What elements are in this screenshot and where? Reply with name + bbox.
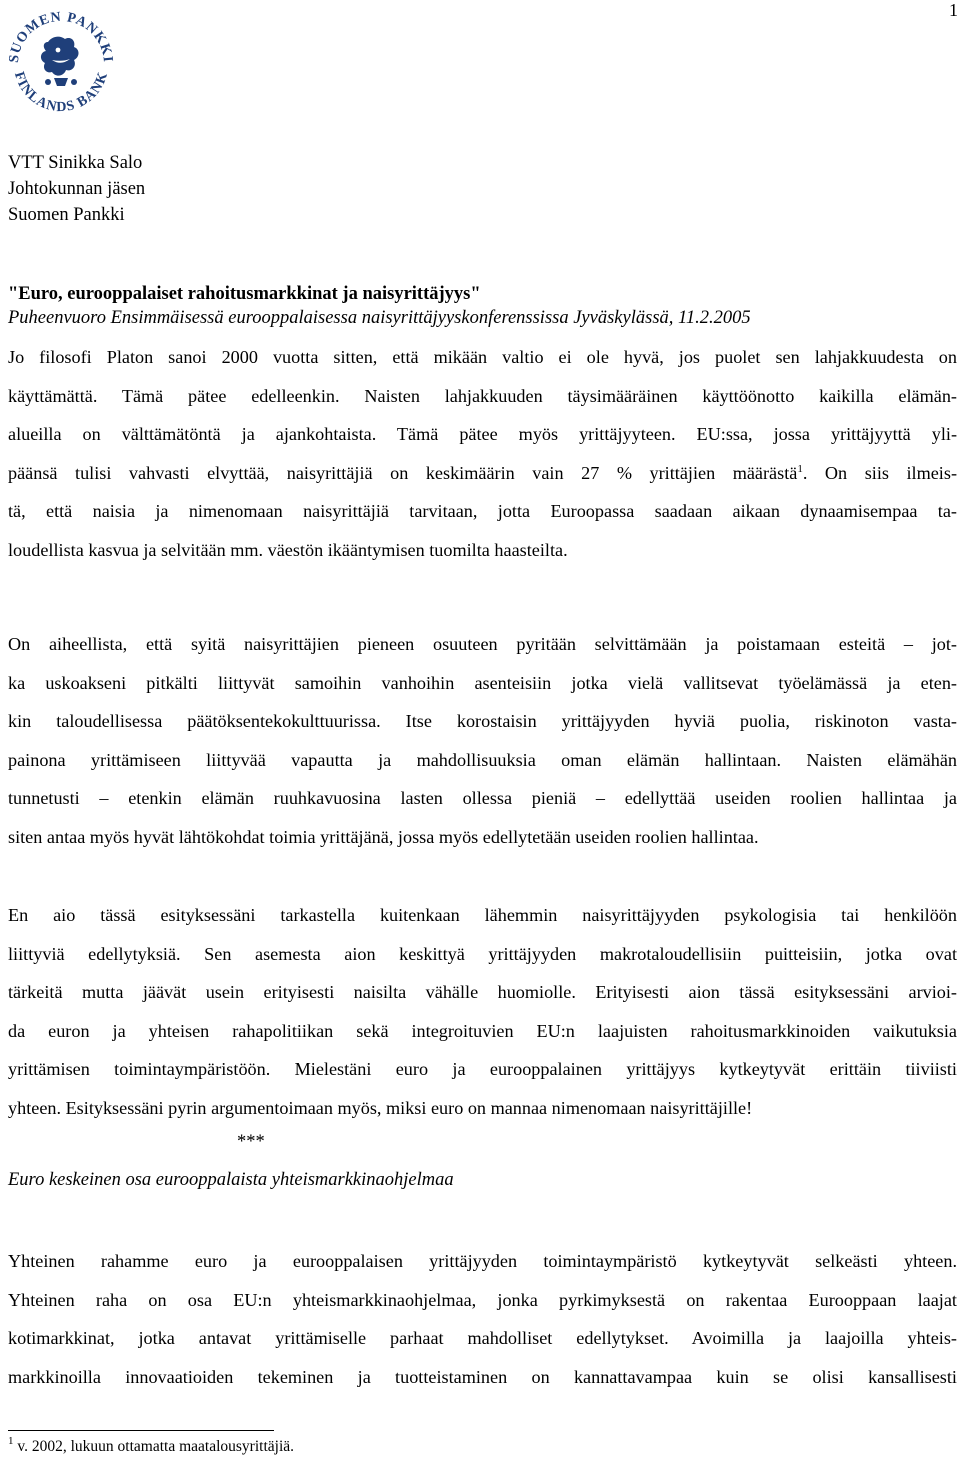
text-line: alueilla on välttämätöntä ja ajankohtaista. Tämä pätee myös yrittäjyyteen. EU:ssa, jossa yrittäjyyttä yli- — [8, 424, 957, 444]
suomen-pankki-logo — [2, 2, 120, 120]
text-line: loudellista kasvua ja selvitään mm. väestön ikääntymisen tuomilta haasteilta. — [8, 539, 568, 560]
text-line: tä, että naisia ja nimenomaan naisyrittäjiä tarvitaan, jotta Euroopassa saadaan aikaan dynaamisempaa ta- — [8, 501, 957, 521]
footnote-marker: 1 — [8, 1435, 14, 1447]
paragraph-4 — [8, 1242, 957, 1396]
text-line: En aio tässä esityksessäni tarkastella kuitenkaan lähemmin naisyrittäjyyden psykologisia tai henkilöön — [8, 905, 957, 925]
text-line: ka uskoakseni pitkälti liittyvät samoihin vanhoihin asenteisiin jotka vielä vallitsevat työelämässä ja eten- — [8, 672, 957, 693]
text-line: tunnetusti – etenkin elämän ruuhkavuosina lasten ollessa pieniä – edellyttää useiden roolien hallintaa ja — [8, 788, 957, 808]
paragraph-1 — [8, 338, 957, 569]
text-line: kotimarkkinat, jotka antavat yrittämiselle parhaat mahdolliset edellytykset. Avoimilla ja laajoilla yhteis- — [8, 1328, 957, 1348]
text-line: liittyviä edellytyksiä. Sen asemesta aion keskittyä yrittäjyyden makrotaloudellisiin puitteisiin, jotka ovat — [8, 943, 957, 964]
text-line: käyttämättä. Tämä pätee edelleenkin. Naisten lahjakkuuden täysimääräinen käyttöönotto kaikilla elämän- — [8, 385, 957, 406]
text-line: On aiheellista, että syitä naisyrittäjien pieneen osuuteen pyritään selvittämään ja poistamaan esteitä – jot- — [8, 634, 957, 654]
section-separator: *** — [237, 1132, 265, 1152]
text-line: yrittämisen toimintaympäristöön. Mielestäni euro ja eurooppalainen yrittäjyys kytkeytyvät erittäin tiiviisti — [8, 1059, 957, 1079]
text-segment: päänsä tulisi vahvasti elvyttää, naisyrittäjiä on keskimäärin vain 27 % yrittäjien määrästä — [8, 462, 798, 483]
footnote-divider — [8, 1430, 274, 1431]
footnote-text: v. 2002, lukuun ottamatta maatalousyrittäjiä. — [13, 1438, 295, 1455]
author-block — [8, 150, 145, 228]
text-line: painona yrittämiseen liittyvää vapautta ja mahdollisuuksia oman elämän hallintaan. Naisten elämähän — [8, 749, 957, 770]
text-line: da euron ja yhteisen rahapolitiikan sekä integroituvien EU:n laajuisten rahoitusmarkkinoiden vaikutuksia — [8, 1020, 957, 1041]
text-segment: . On siis ilmeis- — [802, 462, 957, 483]
speech-subtitle: Puheenvuoro Ensimmäisessä eurooppalaisessa naisyrittäjyyskonferenssissa Jyväskylässä, 11.2.2005 — [8, 308, 751, 328]
paragraph-2 — [8, 625, 957, 856]
author-name: VTT Sinikka Salo — [8, 153, 143, 173]
text-line: markkinoilla innovaatioiden tekeminen ja tuotteistaminen on kannattavampaa kuin se olisi kansallisesti — [8, 1366, 957, 1387]
text-line: kin taloudellisessa päätöksentekokulttuurissa. Itse korostaisin yrittäjyyden hyviä puolia, riskinoton vasta- — [8, 711, 957, 731]
text-line: yhteen. Esityksessäni pyrin argumentoimaan myös, miksi euro on mannaa nimenomaan naisyrittäjille! — [8, 1097, 753, 1118]
text-line: Jo filosofi Platon sanoi 2000 vuotta sitten, että mikään valtio ei ole hyvä, jos puolet sen lahjakkuudesta on — [8, 347, 957, 367]
author-role: Johtokunnan jäsen — [8, 179, 146, 199]
speech-title: "Euro, eurooppalaiset rahoitusmarkkinat ja naisyrittäjyys" — [8, 284, 481, 304]
speech-title-block — [8, 282, 751, 330]
author-organization: Suomen Pankki — [8, 205, 125, 225]
text-line — [8, 454, 957, 493]
section-heading: Euro keskeinen osa eurooppalaista yhteismarkkinaohjelmaa — [8, 1170, 454, 1190]
footnote-reference: 1 — [797, 462, 803, 475]
svg-text:FINLANDS BANK: FINLANDS BANK — [10, 69, 112, 116]
text-line: Yhteinen rahamme euro ja eurooppalaisen yrittäjyyden toimintaympäristö kytkeytyvät selkeästi yhteen. — [8, 1251, 957, 1271]
paragraph-3 — [8, 896, 957, 1127]
footnote — [8, 1435, 295, 1456]
page-number: 1 — [949, 0, 958, 20]
text-line: tärkeitä mutta jäävät usein erityisesti naisilta vähälle huomiolle. Erityisesti aion tässä esityksessäni arvioi- — [8, 982, 957, 1002]
text-line: Yhteinen raha on osa EU:n yhteismarkkinaohjelmaa, jonka pyrkimyksestä on rakentaa Eurooppaan laajat — [8, 1289, 957, 1310]
text-line: siten antaa myös hyvät lähtökohdat toimia yrittäjänä, jossa myös edellytetään useiden roolien hallintaa. — [8, 826, 759, 847]
svg-text:SUOMEN PANKKI: SUOMEN PANKKI — [6, 9, 116, 64]
